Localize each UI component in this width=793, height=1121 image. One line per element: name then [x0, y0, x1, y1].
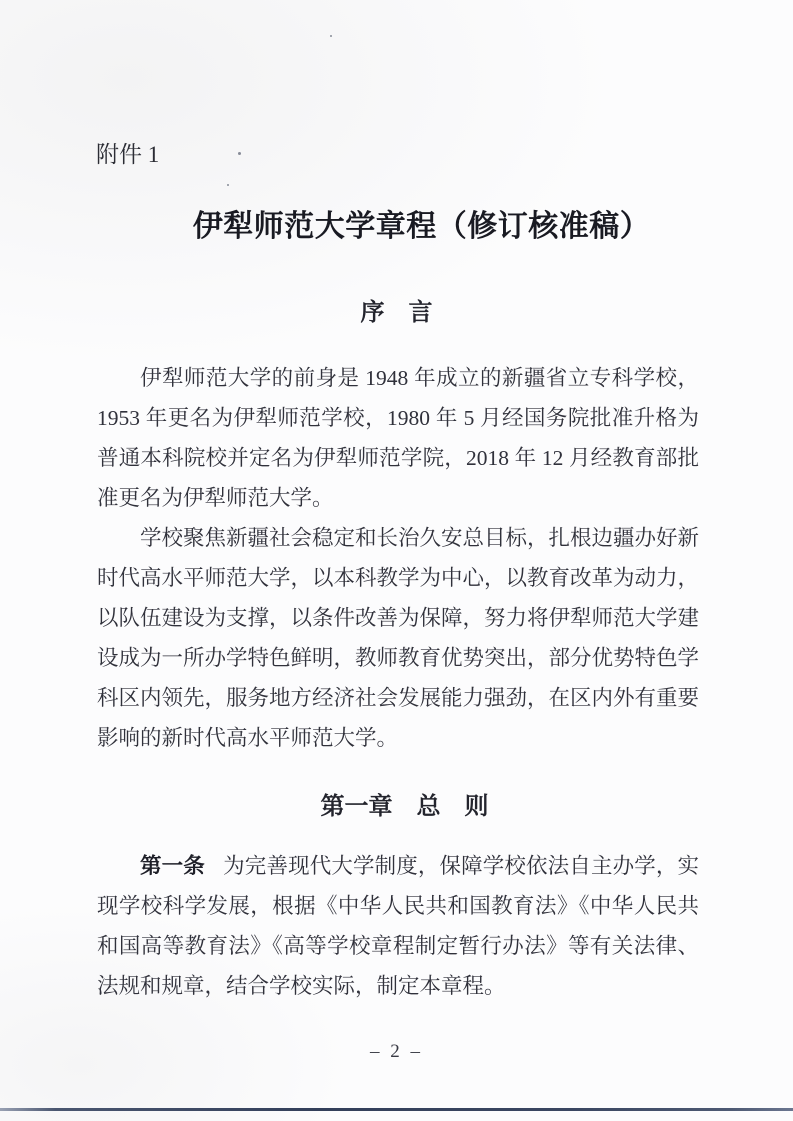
article-1: [97, 846, 699, 1006]
article-1-text: 为完善现代大学制度，保障学校依法自主办学，实现学校科学发展，根据《中华人民共和国教育法》《中华人民共和国高等教育法》《高等学校章程制定暂行办法》等有关法律、法规和规章，结合学校实际，制定本章程。: [97, 854, 699, 998]
preface-body: [97, 358, 699, 758]
chapter-one-heading: 第一章 总 则: [320, 794, 489, 820]
scan-edge-line: [0, 1108, 793, 1111]
scan-speck: [330, 35, 332, 37]
document-title: 伊犁师范大学章程（修订核准稿）: [192, 210, 651, 243]
scan-speck: [227, 184, 229, 186]
preface-heading: 序 言: [360, 300, 433, 326]
preface-paragraph-1: 伊犁师范大学的前身是 1948 年成立的新疆省立专科学校，1953 年更名为伊犁师范学校，1980 年 5 月经国务院批准升格为普通本科院校并定名为伊犁师范学院，2018 年 12 月经教育部批准更名为伊犁师范大学。: [97, 366, 699, 510]
page-number: – 2 –: [370, 1041, 423, 1062]
scan-speck: [238, 152, 241, 155]
article-1-label: 第一条: [140, 854, 205, 878]
chapter-one-body: [97, 846, 699, 1006]
preface-paragraph-2: 学校聚焦新疆社会稳定和长治久安总目标，扎根边疆办好新时代高水平师范大学，以本科教学为中心，以教育改革为动力，以队伍建设为支撑，以条件改善为保障，努力将伊犁师范大学建设成为一所办学特色鲜明，教师教育优势突出，部分优势特色学科区内领先，服务地方经济社会发展能力强劲，在区内外有重要影响的新时代高水平师范大学。: [97, 526, 700, 750]
attachment-label: 附件 1: [96, 142, 160, 167]
